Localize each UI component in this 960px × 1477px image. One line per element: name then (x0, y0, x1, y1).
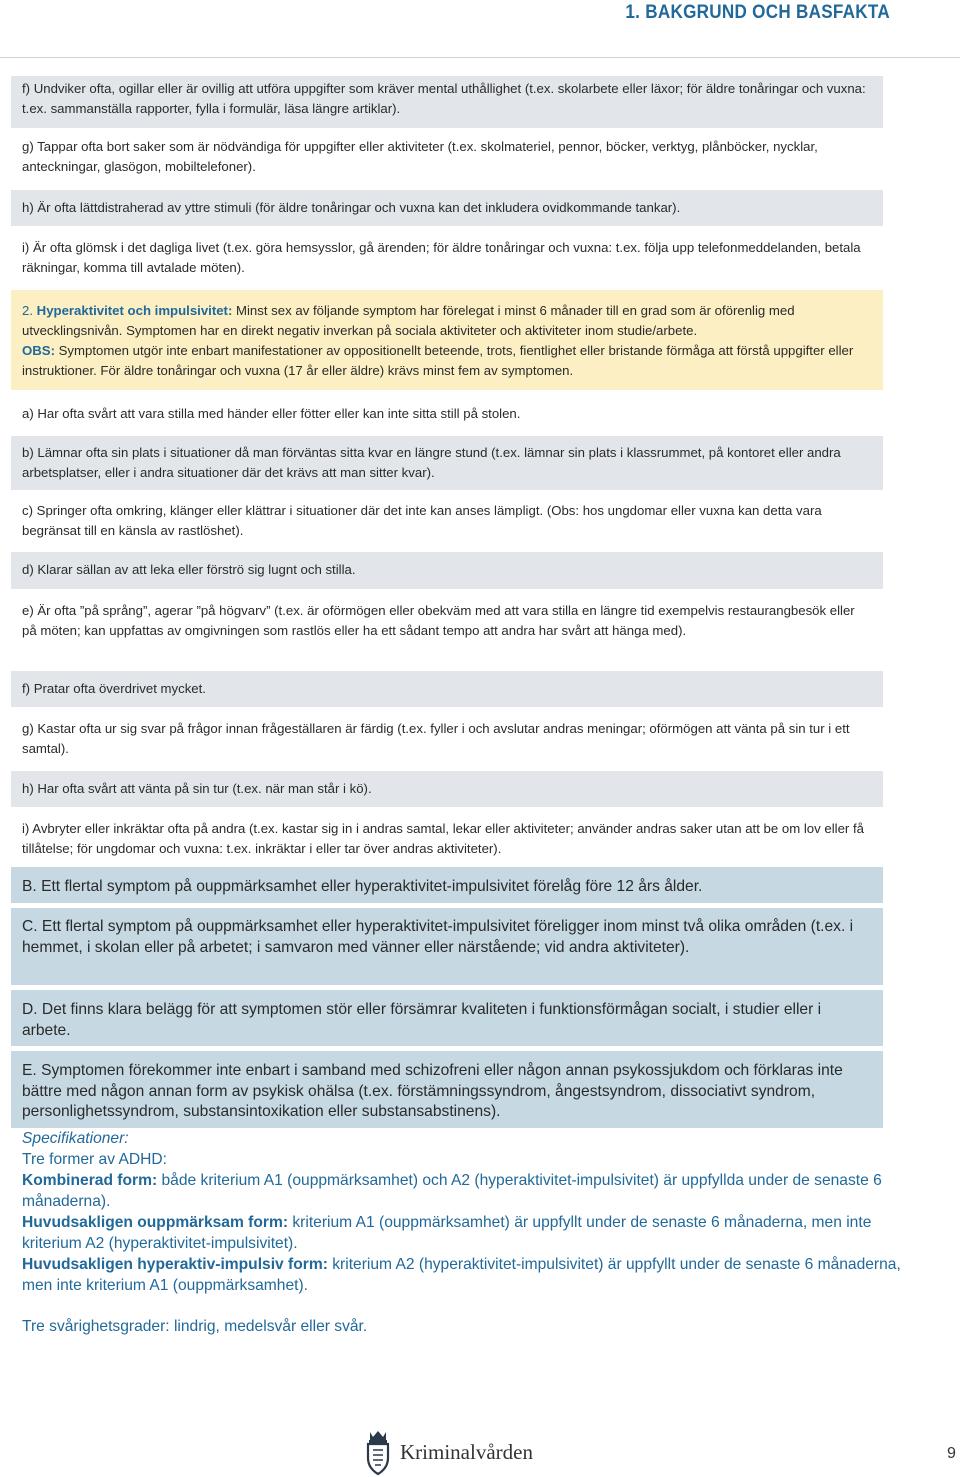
specifications-section (22, 1128, 902, 1337)
hyper-item-d: d) Klarar sällan av att leka eller förströ sig lugnt och stilla. (11, 552, 883, 589)
criterion-c: C. Ett flertal symptom på ouppmärksamhet eller hyperaktivitet-impulsivitet föreligger inom minst två olika områden (t.ex. i hemmet, i skolan eller på arbetet; i samvaron med vänner eller närstående; vid andra aktiviteter). (11, 908, 883, 985)
form-combined-text: både kriterium A1 (ouppmärksamhet) och A2 (hyperaktivitet-impulsivitet) är uppfyllda under de senaste 6 månaderna). (22, 1172, 882, 1210)
hyper-item-i: i) Avbryter eller inkräktar ofta på andra (t.ex. kastar sig in i andras samtal, lekar eller aktiviteter; använder andras saker utan att be om lov eller få tillåtelse; för ungdomar och vuxna: t.ex. inkräktar i eller tar över andras aktiviteter). (22, 821, 864, 856)
form-combined (22, 1170, 902, 1212)
symptom-f-inattention: f) Undviker ofta, ogillar eller är ovillig att utföra uppgifter som kräver mental uthållighet (t.ex. skolarbete eller läxor; för äldre tonåringar och vuxna: t.ex. sammanställa rapporter, fylla i formulär, läsa längre artiklar). (11, 76, 883, 128)
kriminalvarden-logo (364, 1428, 533, 1476)
form-hyperactive-text: kriterium A2 (hyperaktivitet-impulsivitet) är uppfyllt under de senaste 6 månaderna, men inte kriterium A1 (ouppmärksamhet). (22, 1256, 901, 1294)
form-combined-label: Kombinerad form: (22, 1172, 158, 1189)
criterion-d: D. Det finns klara belägg för att symptomen stör eller försämrar kvaliteten i funktionsförmågan socialt, i studier eller i arbete. (11, 990, 883, 1046)
criterion-2-heading: Hyperaktivitet och impulsivitet: (36, 303, 233, 318)
page-header-title: 1. BAKGRUND OCH BASFAKTA (625, 2, 890, 23)
form-inattentive (22, 1212, 902, 1254)
form-hyperactive (22, 1254, 902, 1296)
hyper-item-b: b) Lämnar ofta sin plats i situationer då man förväntas sitta kvar en längre stund (t.ex. lämnar sin plats i klassrummet, på kontoret eller andra arbetsplatser, eller i andra situationer där det krävs att man sitter kvar). (11, 436, 883, 490)
specifications-title: Specifikationer: (22, 1130, 129, 1147)
form-hyperactive-label: Huvudsakligen hyperaktiv-impulsiv form: (22, 1256, 328, 1273)
obs-label: OBS: (22, 343, 55, 358)
criterion-e: E. Symptomen förekommer inte enbart i samband med schizofreni eller någon annan psykossjukdom och förklaras inte bättre med någon annan form av psykisk ohälsa (t.ex. förstämningssyndrom, ångestsyndrom, dissociativt syndrom, personlighetssyndrom, substansintoxikation eller substansabstinens). (11, 1051, 883, 1128)
page-number: 9 (947, 1445, 956, 1462)
logo-text: Kriminalvården (400, 1439, 533, 1464)
criterion-b: B. Ett flertal symptom på ouppmärksamhet eller hyperaktivitet-impulsivitet förelåg före 12 års ålder. (11, 867, 883, 903)
hyper-item-f: f) Pratar ofta överdrivet mycket. (11, 671, 883, 707)
hyper-item-g: g) Kastar ofta ur sig svar på frågor innan frågeställaren är färdig (t.ex. fyller i och avslutar andras meningar; oförmögen att vänta på sin tur i ett samtal). (22, 721, 850, 756)
hyper-item-c: c) Springer ofta omkring, klänger eller klättrar i situationer där det inte kan anses lämpligt. (Obs: hos ungdomar eller vuxna kan detta vara begränsat till en känsla av rastlöshet). (22, 503, 822, 538)
criteria-content (11, 76, 883, 1133)
symptom-g-inattention: g) Tappar ofta bort saker som är nödvändiga för uppgifter eller aktiviteter (t.ex. skolmateriel, pennor, böcker, verktyg, plånböcker, nycklar, anteckningar, glasögon, mobiltelefoner). (22, 139, 818, 174)
obs-text: Symptomen utgör inte enbart manifestationer av oppositionellt beteende, trots, fientlighet eller bristande förmåga att förstå uppgifter eller instruktioner. För äldre tonåringar och vuxna (17 år eller äldre) krävs minst fem av symptomen. (22, 343, 854, 378)
severity-line: Tre svårighetsgrader: lindrig, medelsvår eller svår. (22, 1318, 368, 1335)
criterion-2-text: Minst sex av följande symptom har förelegat i minst 6 månader till en grad som är oförenlig med utvecklingsnivån. Symptomen har en direkt negativ inverkan på sociala aktiviteter och aktiviteter inom studie/arbete. (22, 303, 795, 338)
hyper-item-e: e) Är ofta ”på språng”, agerar ”på högvarv” (t.ex. är oförmögen eller obekväm med att vara stilla en längre tid exempelvis restaurangbesök eller på möten; kan uppfattas av omgivningen som rastlös eller ha ett sådant tempo att andra har svårt att hänga med). (22, 603, 855, 638)
symptom-h-inattention: h) Är ofta lättdistraherad av yttre stimuli (för äldre tonåringar och vuxna kan det inkludera ovidkommande tankar). (11, 190, 883, 226)
hyper-item-h: h) Har ofta svårt att vänta på sin tur (t.ex. när man står i kö). (11, 771, 883, 807)
form-inattentive-text: kriterium A1 (ouppmärksamhet) är uppfyllt under de senaste 6 månaderna, men inte kriterium A2 (hyperaktivitet-impulsivitet). (22, 1214, 872, 1252)
crown-emblem-icon (364, 1428, 392, 1476)
criterion-2-box (11, 290, 883, 390)
header-divider (0, 57, 960, 58)
specifications-intro: Tre former av ADHD: (22, 1151, 167, 1168)
hyper-item-a: a) Har ofta svårt att vara stilla med händer eller fötter eller kan inte sitta still på stolen. (22, 406, 521, 421)
criterion-2-number: 2. (22, 303, 33, 318)
form-inattentive-label: Huvudsakligen ouppmärksam form: (22, 1214, 289, 1231)
symptom-i-inattention: i) Är ofta glömsk i det dagliga livet (t.ex. göra hemsysslor, gå ärenden; för äldre tonåringar och vuxna: t.ex. följa upp telefonmeddelanden, betala räkningar, komma till avtalade möten). (22, 240, 861, 275)
